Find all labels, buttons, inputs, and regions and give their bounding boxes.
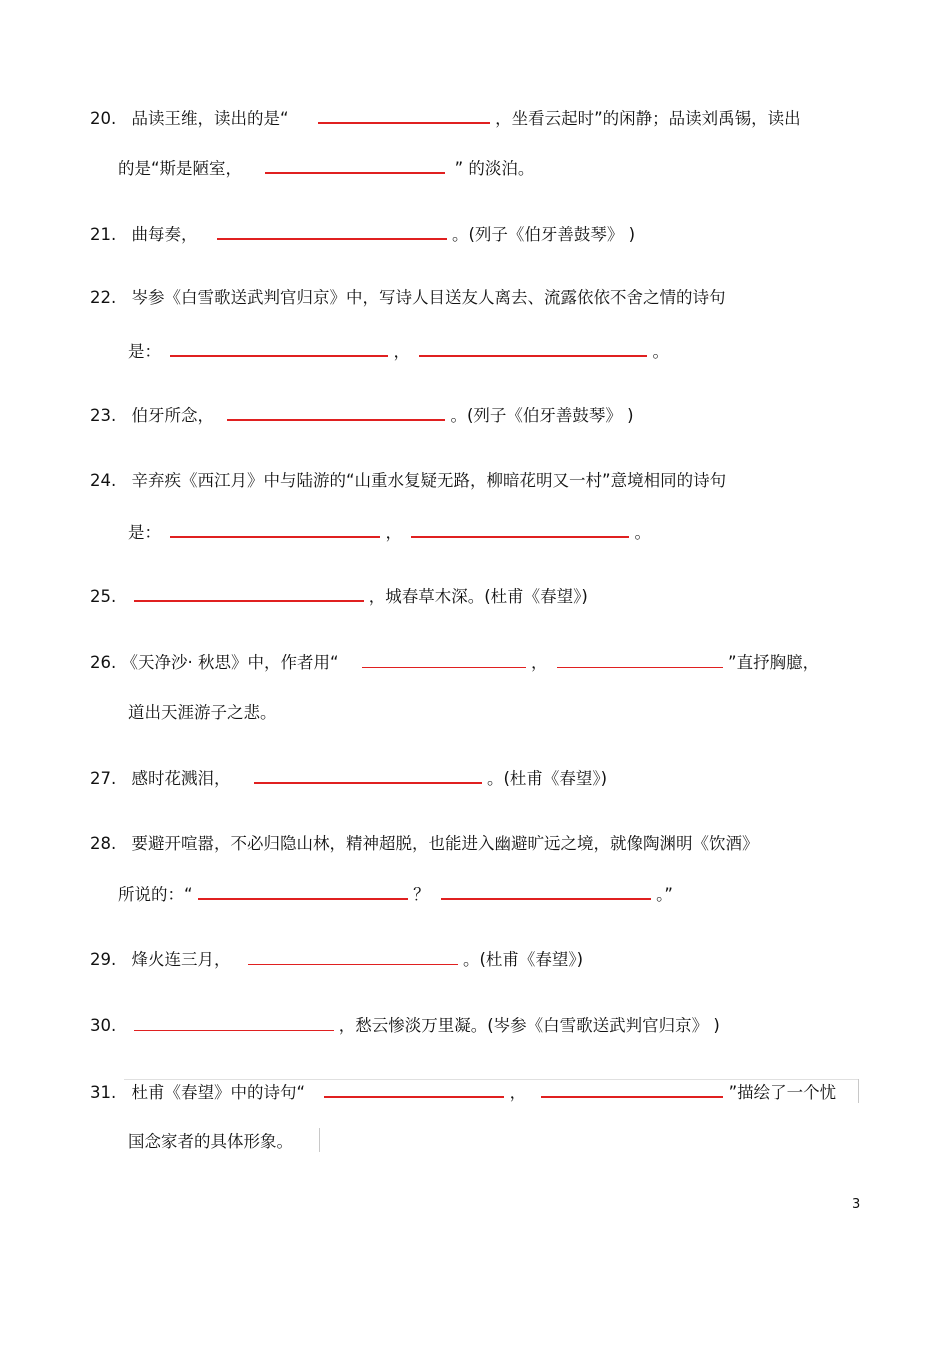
question-22-line-2 xyxy=(128,341,669,361)
question-text: ， xyxy=(385,523,402,542)
question-text: 辛弃疾《西江月》中与陆游的“山重水复疑无路，柳暗花明又一村”意境相同的诗句 xyxy=(131,471,727,490)
question-22-line-1 xyxy=(90,288,726,308)
question-number: 31. xyxy=(90,1083,117,1102)
answer-blank[interactable] xyxy=(441,884,651,900)
question-21 xyxy=(90,224,635,244)
question-number: 21. xyxy=(90,225,117,244)
question-text: ， xyxy=(509,1083,527,1102)
question-text: 。(列子《伯牙善鼓琴》 ) xyxy=(450,406,634,425)
question-text: 杜甫《春望》中的诗句“ xyxy=(131,1083,306,1102)
question-30 xyxy=(90,1016,720,1036)
question-number: 23. xyxy=(90,406,117,425)
question-text: 的是“斯是陋室， xyxy=(118,159,243,178)
answer-blank[interactable] xyxy=(248,950,458,965)
question-text: 品读王维，读出的是“ xyxy=(131,109,289,128)
question-26-line-2 xyxy=(128,703,277,723)
question-text: 所说的：“ xyxy=(118,885,193,904)
text-box-border-top xyxy=(124,1079,859,1080)
question-28-line-1 xyxy=(90,834,759,854)
question-24-line-2 xyxy=(128,522,651,542)
answer-blank[interactable] xyxy=(254,768,482,784)
answer-blank[interactable] xyxy=(217,224,447,240)
question-text: 岑参《白雪歌送武判官归京》中，写诗人目送友人离去、流露依依不舍之情的诗句 xyxy=(131,288,726,307)
question-number: 29. xyxy=(90,950,117,969)
answer-blank[interactable] xyxy=(265,158,445,174)
question-24-line-1 xyxy=(90,471,726,491)
question-26-line-1 xyxy=(90,653,819,673)
answer-blank[interactable] xyxy=(170,341,388,357)
answer-blank[interactable] xyxy=(134,586,364,602)
question-number: 20. xyxy=(90,109,117,128)
question-text: 感时花溅泪， xyxy=(131,769,231,788)
page-number: 3 xyxy=(852,1197,861,1212)
question-text: ，城春草木深。(杜甫《春望》) xyxy=(368,587,588,606)
question-number: 30. xyxy=(90,1016,117,1035)
question-text: 道出天涯游子之悲。 xyxy=(128,703,277,722)
text-box-border-right xyxy=(858,1079,859,1103)
question-text: 是： xyxy=(128,342,161,361)
question-31-line-2 xyxy=(128,1132,293,1152)
answer-blank[interactable] xyxy=(324,1082,504,1098)
answer-blank[interactable] xyxy=(134,1016,334,1031)
question-text: 。 xyxy=(652,342,669,361)
question-29 xyxy=(90,950,583,970)
question-text: ？ xyxy=(413,885,430,904)
question-text: 曲每奏， xyxy=(131,225,198,244)
question-27 xyxy=(90,768,607,788)
question-text: 国念家者的具体形象。 xyxy=(128,1132,293,1151)
question-text: 《天净沙· 秋思》中，作者用“ xyxy=(121,653,339,672)
question-number: 22. xyxy=(90,288,117,307)
answer-blank[interactable] xyxy=(419,341,647,357)
question-number: 25. xyxy=(90,587,117,606)
answer-blank[interactable] xyxy=(198,884,408,900)
question-text: ”描绘了一个忧 xyxy=(728,1083,837,1102)
question-text: ， xyxy=(531,653,548,672)
answer-blank[interactable] xyxy=(362,653,526,668)
question-text: 。(列子《伯牙善鼓琴》 ) xyxy=(452,225,636,244)
question-text: 。 xyxy=(634,523,651,542)
answer-blank[interactable] xyxy=(170,522,380,538)
answer-blank[interactable] xyxy=(557,653,723,668)
question-text: 要避开喧嚣，不必归隐山林，精神超脱，也能进入幽避旷远之境，就像陶渊明《饮酒》 xyxy=(131,834,759,853)
question-25 xyxy=(90,586,588,606)
question-20-line-2 xyxy=(118,158,534,178)
question-text: ” 的淡泊。 xyxy=(454,159,535,178)
question-number: 26. xyxy=(90,653,117,672)
question-text: 是： xyxy=(128,523,161,542)
question-text: 。” xyxy=(656,885,673,904)
question-20-line-1 xyxy=(90,108,801,128)
question-text: ，坐看云起时”的闲静；品读刘禹锡，读出 xyxy=(495,109,801,128)
question-number: 24. xyxy=(90,471,117,490)
question-text: ”直抒胸臆， xyxy=(728,653,820,672)
question-text: 烽火连三月， xyxy=(131,950,231,969)
answer-blank[interactable] xyxy=(318,108,490,124)
question-28-line-2 xyxy=(118,884,673,904)
answer-blank[interactable] xyxy=(227,405,445,421)
question-text: 伯牙所念， xyxy=(131,406,214,425)
question-number: 27. xyxy=(90,769,117,788)
answer-blank[interactable] xyxy=(541,1082,723,1098)
text-box-border-right-2 xyxy=(319,1128,320,1152)
question-number: 28. xyxy=(90,834,117,853)
question-text: 。(杜甫《春望》) xyxy=(463,950,584,969)
question-23 xyxy=(90,405,634,425)
question-text: ， xyxy=(393,342,410,361)
answer-blank[interactable] xyxy=(411,522,629,538)
question-text: 。(杜甫《春望》) xyxy=(487,769,608,788)
question-31-line-1 xyxy=(90,1082,836,1102)
question-text: ，愁云惨淡万里凝。(岑参《白雪歌送武判官归京》 ) xyxy=(338,1016,720,1035)
